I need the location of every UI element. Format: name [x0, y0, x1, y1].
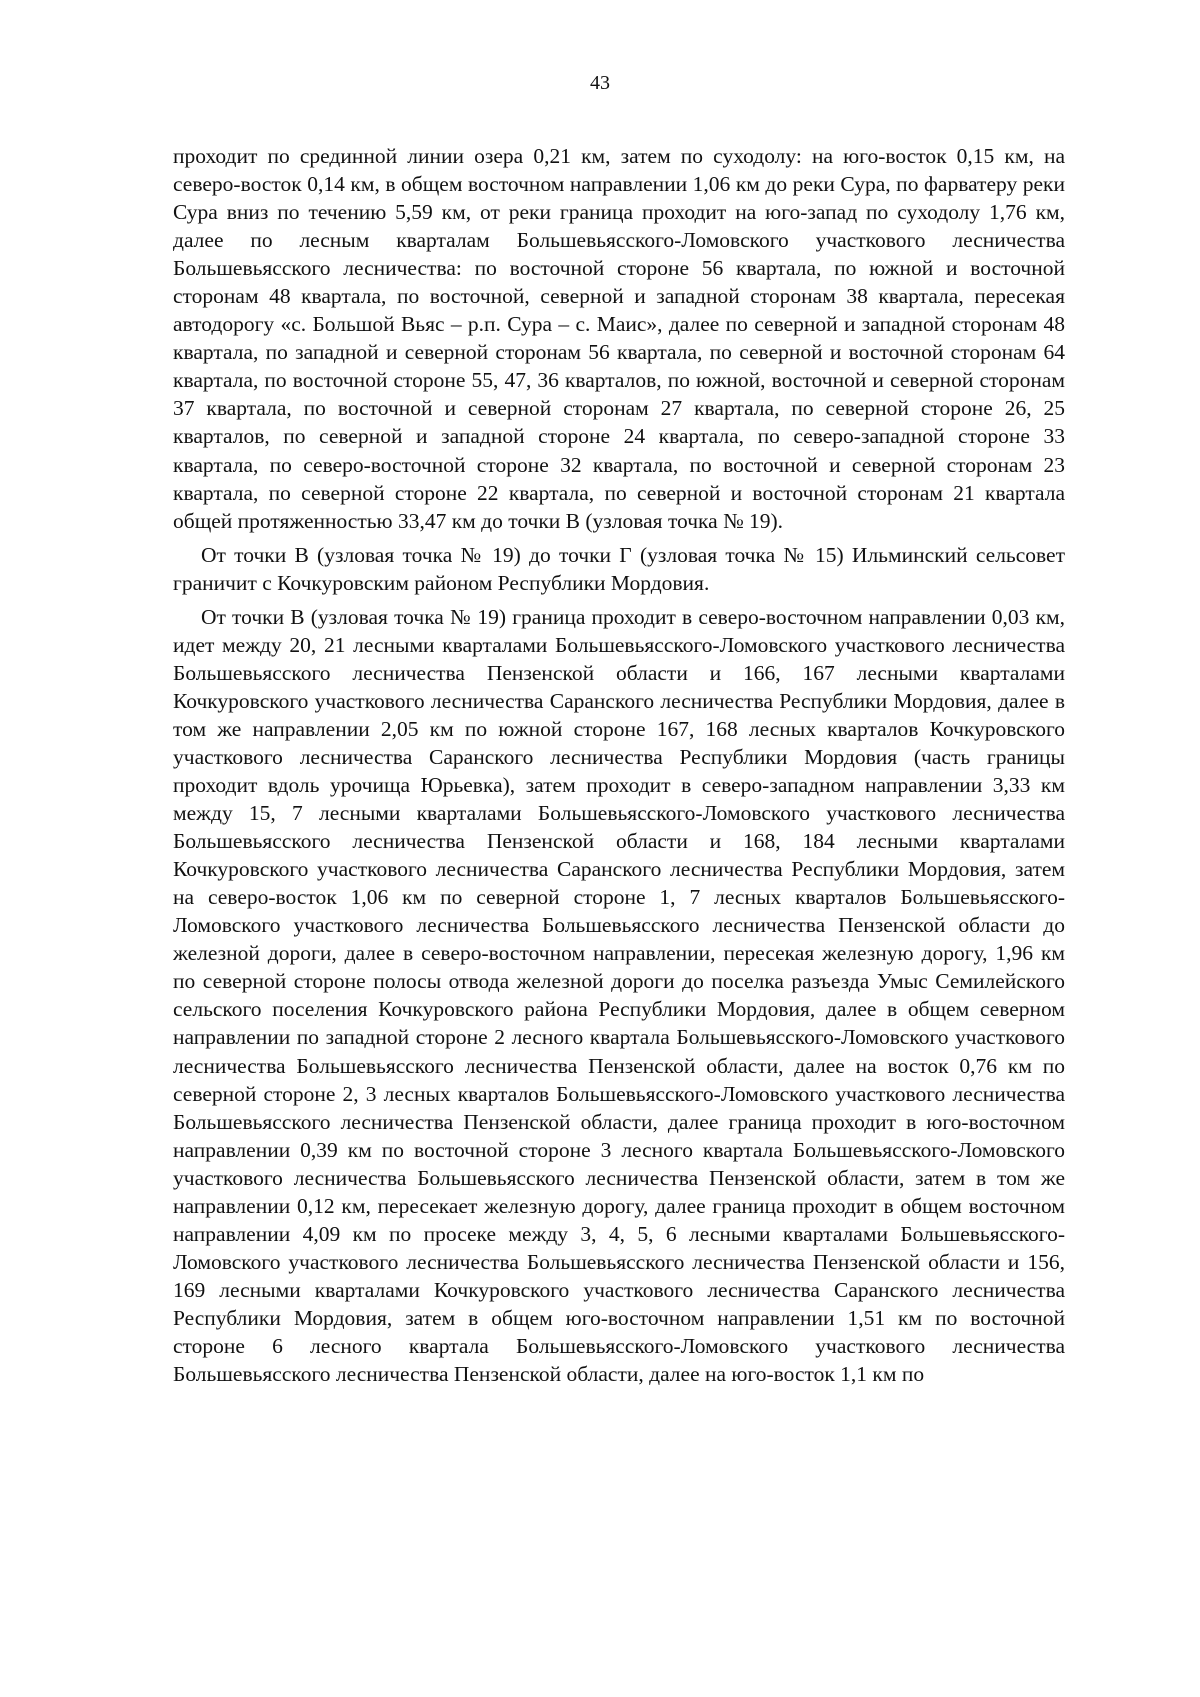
paragraph-boundary-continuation: проходит по срединной линии озера 0,21 км, затем по суходолу: на юго-восток 0,15 км, на северо-восток 0,14 км, в общем восточном направлении 1,06 км до реки Сура, по фарватеру реки Сура вниз по течению 5,59 км, от реки граница проходит на юго-запад по суходолу 1,76 км, далее по лесным кварталам Большевьясского-Ломовского участкового лесничества Большевьясского лесничества: по восточной стороне 56 квартала, по южной и восточной сторонам 48 квартала, по восточной, северной и западной сторонам 38 квартала, пересекая автодорогу «с. Большой Вьяс – р.п. Сура – с. Маис», далее по северной и западной сторонам 48 квартала, по западной и северной сторонам 56 квартала, по северной и восточной сторонам 64 квартала, по восточной стороне 55, 47, 36 кварталов, по южной, восточной и северной сторонам 37 квартала, по восточной и северной сторонам 27 квартала, по северной стороне 26, 25 кварталов, по северной и западной стороне 24 квартала, по северо-западной стороне 33 квартала, по северо-восточной стороне 32 квартала, по восточной и северной сторонам 23 квартала, по северной стороне 22 квартала, по северной и восточной сторонам 21 квартала общей протяженностью 33,47 км до точки В (узловая точка № 19).	[173, 144, 1065, 533]
paragraph-neighbor-district: От точки В (узловая точка № 19) до точки Г (узловая точка № 15) Ильминский сельсовет граничит с Кочкуровским районом Республики Мордовия.	[173, 542, 1065, 595]
paragraph-boundary-description: От точки В (узловая точка № 19) граница проходит в северо-восточном направлении 0,03 км, идет между 20, 21 лесными кварталами Большевьясского-Ломовского участкового лесничества Большевьясского лесничества Пензенской области и 166, 167 лесными кварталами Кочкуровского участкового лесничества Саранского лесничества Республики Мордовия, далее в том же направлении 2,05 км по южной стороне 167, 168 лесных кварталов Кочкуровского участкового лесничества Саранского лесничества Республики Мордовия (часть границы проходит вдоль урочища Юрьевка), затем проходит в северо-западном направлении 3,33 км между 15, 7 лесными кварталами Большевьясского-Ломовского участкового лесничества Большевьясского лесничества Пензенской области и 168, 184 лесными кварталами Кочкуровского участкового лесничества Саранского лесничества Республики Мордовия, затем на северо-восток 1,06 км по северной стороне 1, 7 лесных кварталов Большевьясского-Ломовского участкового лесничества Большевьясского лесничества Пензенской области до железной дороги, далее в северо-восточном направлении, пересекая железную дорогу, 1,96 км по северной стороне полосы отвода железной дороги до поселка разъезда Умыс Семилейского сельского поселения Кочкуровского района Республики Мордовия, далее в общем северном направлении по западной стороне 2 лесного квартала Большевьясского-Ломовского участкового лесничества Большевьясского лесничества Пензенской области, далее на восток 0,76 км по северной стороне 2, 3 лесных кварталов Большевьясского-Ломовского участкового лесничества Большевьясского лесничества Пензенской области, далее граница проходит в юго-восточном направлении 0,39 км по восточной стороне 3 лесного квартала Большевьясского-Ломовского участкового лесничества Большевьясского лесничества Пензенской области, затем в том же направлении 0,12 км, пересекает железную дорогу, далее граница проходит в общем восточном направлении 4,09 км по просеке между 3, 4, 5, 6 лесными кварталами Большевьясского-Ломовского участкового лесничества Большевьясского лесничества Пензенской области и 156, 169 лесными кварталами Кочкуровского участкового лесничества Саранского лесничества Республики Мордовия, затем в общем юго-восточном направлении 1,51 км по восточной стороне 6 лесного квартала Большевьясского-Ломовского участкового лесничества Большевьясского лесничества Пензенской области, далее на юго-восток 1,1 км по	[173, 604, 1065, 1387]
document-body	[173, 142, 1065, 1388]
page-number: 43	[590, 72, 610, 94]
